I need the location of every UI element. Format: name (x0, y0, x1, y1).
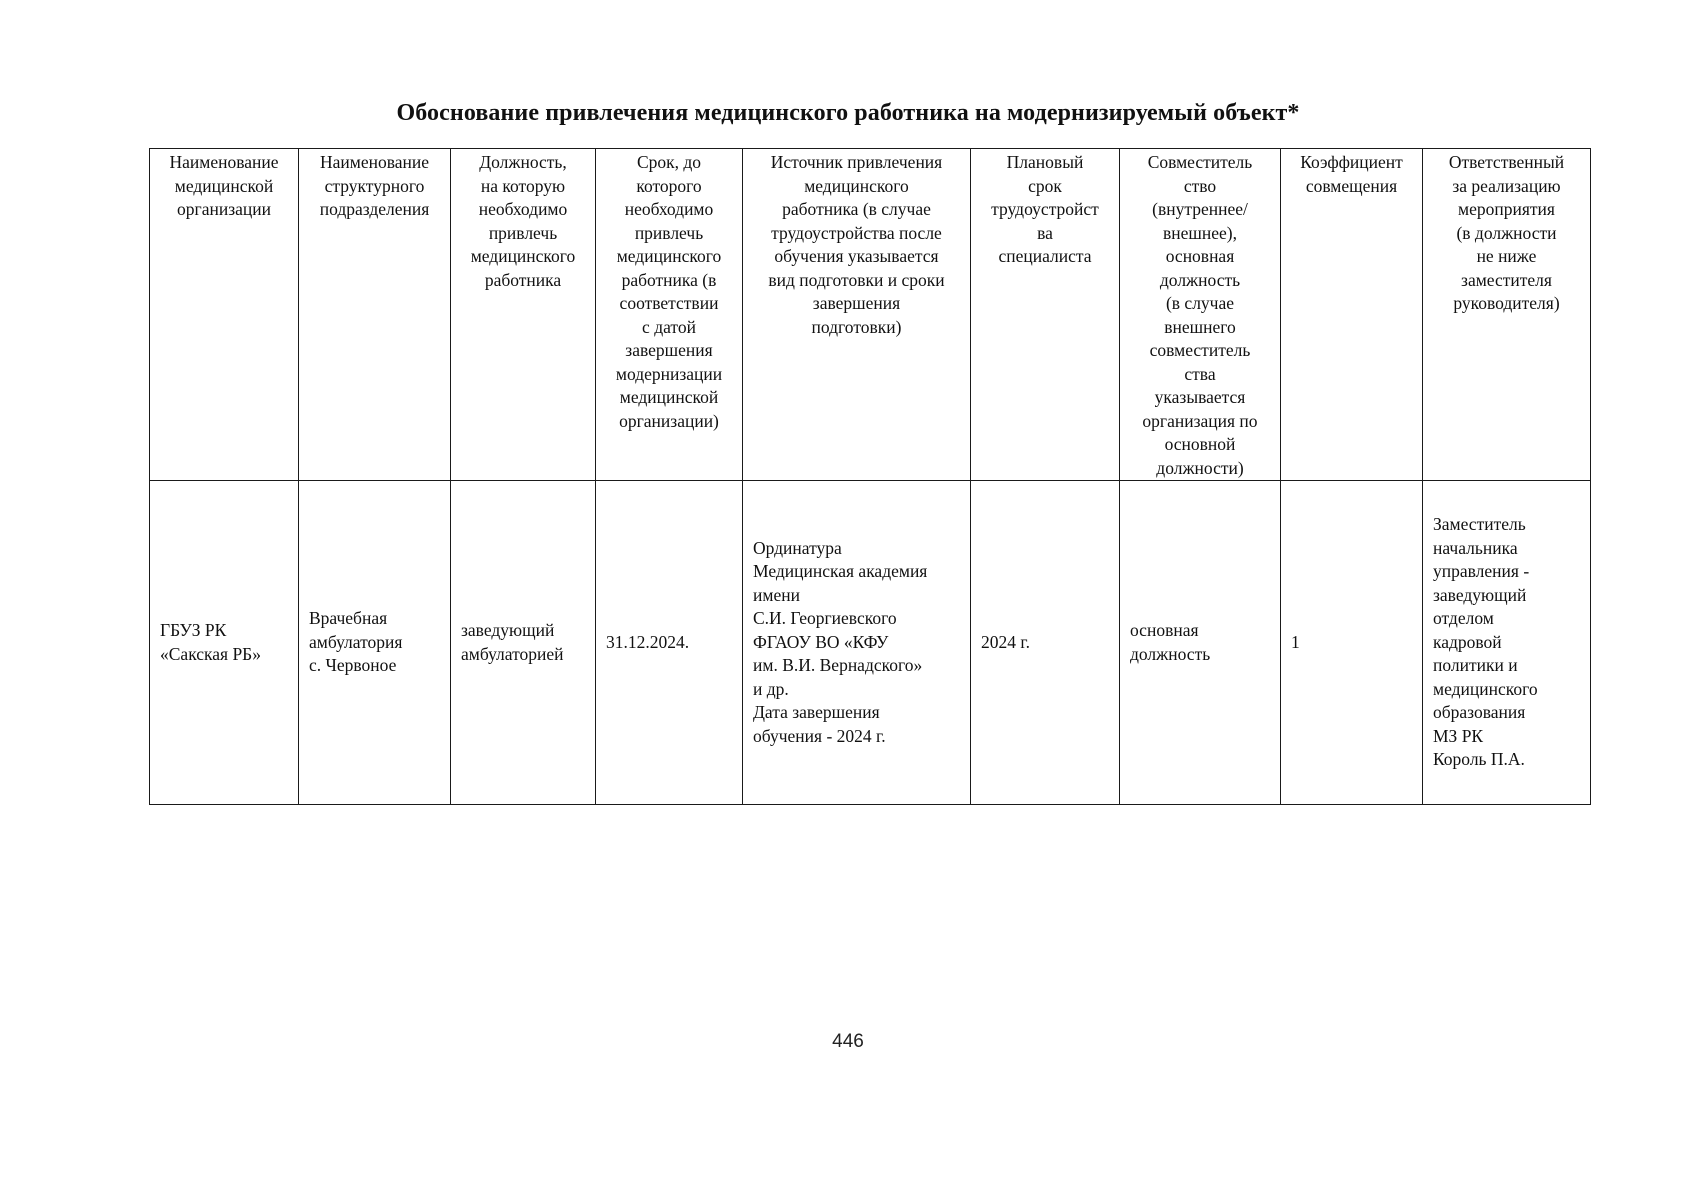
header-source: Источник привлечения медицинского работника (в случае трудоустройства после обучения указывается вид подготовки и сроки завершения подготовки) (743, 149, 971, 481)
cell-responsible: Заместитель начальника управления - заведующий отделом кадровой политики и медицинского образования МЗ РК Король П.А. (1423, 481, 1591, 805)
justification-table (149, 148, 1591, 805)
cell-planned-term: 2024 г. (971, 481, 1120, 805)
cell-coefficient: 1 (1281, 481, 1423, 805)
cell-position: заведующий амбулаторией (451, 481, 596, 805)
header-coefficient: Коэффициент совмещения (1281, 149, 1423, 481)
table-header-row (150, 149, 1591, 481)
header-position: Должность, на которую необходимо привлечь медицинского работника (451, 149, 596, 481)
cell-subdivision: Врачебная амбулатория с. Червоное (299, 481, 451, 805)
header-deadline: Срок, до которого необходимо привлечь медицинского работника (в соответствии с датой завершения модернизации медицинской организации) (596, 149, 743, 481)
page-title: Обоснование привлечения медицинского работника на модернизируемый объект* (396, 100, 1300, 126)
header-subdivision: Наименование структурного подразделения (299, 149, 451, 481)
header-combination: Совместитель ство (внутреннее/ внешнее), основная должность (в случае внешнего совместитель ства указывается организация по основной должности) (1120, 149, 1281, 481)
cell-deadline: 31.12.2024. (596, 481, 743, 805)
cell-source: Ординатура Медицинская академия имени С.И. Георгиевского ФГАОУ ВО «КФУ им. В.И. Вернадского» и др. Дата завершения обучения - 2024 г. (743, 481, 971, 805)
cell-organization: ГБУЗ РК «Сакская РБ» (150, 481, 299, 805)
table-row (150, 481, 1591, 805)
header-organization: Наименование медицинской организации (150, 149, 299, 481)
page-number: 446 (832, 1031, 864, 1052)
header-responsible: Ответственный за реализацию мероприятия (в должности не ниже заместителя руководителя) (1423, 149, 1591, 481)
header-planned-term: Плановый срок трудоустройст ва специалиста (971, 149, 1120, 481)
cell-combination: основная должность (1120, 481, 1281, 805)
